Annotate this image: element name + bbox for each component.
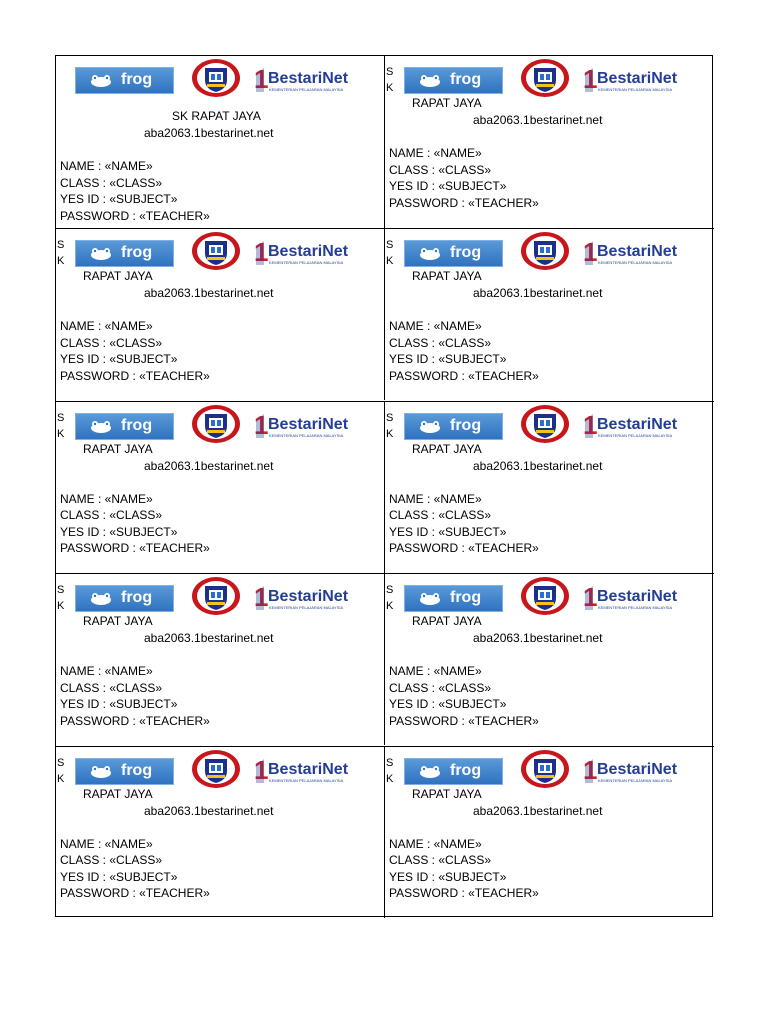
password-field: PASSWORD : «TEACHER» <box>60 541 210 556</box>
login-fields <box>60 158 210 224</box>
bestarinet-prefix: 1 <box>254 582 269 613</box>
frog-logo-text: frog <box>121 416 153 434</box>
frog-logo <box>75 413 174 440</box>
frog-logo <box>404 413 503 440</box>
school-badge-icon <box>191 231 241 271</box>
class-field: CLASS : «CLASS» <box>389 853 492 868</box>
yes-id-field: YES ID : «SUBJECT» <box>389 352 507 367</box>
bestarinet-logo <box>583 755 693 789</box>
name-field: NAME : «NAME» <box>389 664 482 679</box>
school-name: RAPAT JAYA <box>412 786 482 801</box>
label-card <box>385 56 714 228</box>
school-badge-icon <box>520 58 570 98</box>
frog-logo <box>75 758 174 785</box>
class-field: CLASS : «CLASS» <box>60 335 163 350</box>
name-field: NAME : «NAME» <box>60 836 153 851</box>
frog-logo-text: frog <box>450 244 482 262</box>
class-field: CLASS : «CLASS» <box>389 680 492 695</box>
portal-url: aba2063.1bestarinet.net <box>144 286 274 301</box>
label-card <box>385 746 714 918</box>
frog-logo <box>75 585 174 612</box>
label-card <box>385 401 714 573</box>
yes-id-field: YES ID : «SUBJECT» <box>389 697 507 712</box>
password-field: PASSWORD : «TEACHER» <box>389 713 539 728</box>
sk-letters: S K <box>386 756 394 785</box>
bestarinet-logo-text: BestariNet <box>268 243 349 261</box>
bestarinet-prefix: 1 <box>254 409 269 440</box>
frog-icon <box>419 421 441 433</box>
school-name: RAPAT JAYA <box>412 269 482 284</box>
frog-icon <box>90 75 112 87</box>
name-field: NAME : «NAME» <box>389 836 482 851</box>
frog-icon <box>419 593 441 605</box>
frog-icon <box>419 75 441 87</box>
frog-logo-text: frog <box>450 761 482 779</box>
frog-logo <box>404 758 503 785</box>
bestarinet-logo <box>583 64 693 98</box>
school-name: RAPAT JAYA <box>412 441 482 456</box>
label-sheet <box>55 55 713 917</box>
portal-url: aba2063.1bestarinet.net <box>144 631 274 646</box>
sk-letters: S K <box>57 584 65 613</box>
name-field: NAME : «NAME» <box>60 159 153 173</box>
yes-id-field: YES ID : «SUBJECT» <box>389 179 507 193</box>
login-fields <box>389 663 539 729</box>
portal-url: aba2063.1bestarinet.net <box>144 458 274 473</box>
password-field: PASSWORD : «TEACHER» <box>60 208 210 223</box>
password-field: PASSWORD : «TEACHER» <box>389 541 539 556</box>
bestarinet-prefix: 1 <box>583 754 598 785</box>
school-badge-icon <box>191 404 241 444</box>
label-card <box>56 401 385 573</box>
bestarinet-tagline: KEMENTERIAN PELAJARAN MALAYSIA <box>269 777 344 783</box>
bestarinet-logo <box>583 582 693 616</box>
bestarinet-tagline: KEMENTERIAN PELAJARAN MALAYSIA <box>598 777 673 783</box>
bestarinet-prefix: 1 <box>254 64 269 94</box>
yes-id-field: YES ID : «SUBJECT» <box>389 524 507 539</box>
bestarinet-logo-text: BestariNet <box>597 415 678 433</box>
login-fields <box>389 491 539 557</box>
sk-letters: S K <box>57 756 65 785</box>
frog-logo-text: frog <box>450 589 482 607</box>
frog-logo-text: frog <box>450 71 482 88</box>
bestarinet-logo-text: BestariNet <box>268 588 349 606</box>
password-field: PASSWORD : «TEACHER» <box>60 713 210 728</box>
login-fields <box>60 663 210 729</box>
bestarinet-tagline: KEMENTERIAN PELAJARAN MALAYSIA <box>269 432 344 438</box>
label-card <box>385 573 714 745</box>
school-name: RAPAT JAYA <box>83 614 153 629</box>
frog-icon <box>90 421 112 433</box>
class-field: CLASS : «CLASS» <box>60 680 163 695</box>
portal-url: aba2063.1bestarinet.net <box>144 803 274 818</box>
frog-logo <box>75 67 174 94</box>
portal-url: aba2063.1bestarinet.net <box>473 631 603 646</box>
school-badge-icon <box>520 749 570 789</box>
frog-logo <box>404 67 503 94</box>
bestarinet-logo-text: BestariNet <box>597 588 678 606</box>
label-card <box>385 228 714 400</box>
yes-id-field: YES ID : «SUBJECT» <box>60 697 178 712</box>
portal-url: aba2063.1bestarinet.net <box>473 458 603 473</box>
school-name: RAPAT JAYA <box>412 614 482 629</box>
password-field: PASSWORD : «TEACHER» <box>389 368 539 383</box>
login-fields <box>389 836 539 902</box>
frog-logo <box>75 240 174 267</box>
frog-logo-text: frog <box>121 761 153 779</box>
bestarinet-logo <box>254 582 364 616</box>
school-badge-icon <box>520 231 570 271</box>
password-field: PASSWORD : «TEACHER» <box>60 368 210 383</box>
name-field: NAME : «NAME» <box>60 491 153 506</box>
login-fields <box>389 318 539 384</box>
school-badge-icon <box>191 576 241 616</box>
bestarinet-logo <box>583 237 693 271</box>
login-fields <box>60 836 210 902</box>
name-field: NAME : «NAME» <box>389 491 482 506</box>
bestarinet-tagline: KEMENTERIAN PELAJARAN MALAYSIA <box>598 87 673 92</box>
bestarinet-prefix: 1 <box>583 64 598 94</box>
frog-icon <box>90 593 112 605</box>
bestarinet-tagline: KEMENTERIAN PELAJARAN MALAYSIA <box>269 260 344 266</box>
school-badge-icon <box>520 576 570 616</box>
bestarinet-prefix: 1 <box>583 582 598 613</box>
bestarinet-logo-text: BestariNet <box>597 70 678 87</box>
yes-id-field: YES ID : «SUBJECT» <box>60 192 178 206</box>
bestarinet-logo <box>583 410 693 444</box>
class-field: CLASS : «CLASS» <box>60 853 163 868</box>
sk-letters: S K <box>386 584 394 613</box>
yes-id-field: YES ID : «SUBJECT» <box>60 869 178 884</box>
bestarinet-logo-text: BestariNet <box>597 760 678 778</box>
yes-id-field: YES ID : «SUBJECT» <box>60 352 178 367</box>
portal-url: aba2063.1bestarinet.net <box>473 113 603 127</box>
frog-logo <box>404 585 503 612</box>
bestarinet-tagline: KEMENTERIAN PELAJARAN MALAYSIA <box>598 432 673 438</box>
login-fields <box>60 491 210 557</box>
bestarinet-prefix: 1 <box>583 409 598 440</box>
frog-logo <box>404 240 503 267</box>
name-field: NAME : «NAME» <box>389 319 482 334</box>
login-fields <box>60 318 210 384</box>
bestarinet-tagline: KEMENTERIAN PELAJARAN MALAYSIA <box>269 87 344 92</box>
name-field: NAME : «NAME» <box>60 319 153 334</box>
school-name: RAPAT JAYA <box>412 96 482 110</box>
bestarinet-prefix: 1 <box>254 754 269 785</box>
frog-logo-text: frog <box>121 71 153 88</box>
frog-icon <box>419 248 441 260</box>
class-field: CLASS : «CLASS» <box>389 335 492 350</box>
school-badge-icon <box>191 58 241 98</box>
sk-letters: S K <box>386 239 394 268</box>
yes-id-field: YES ID : «SUBJECT» <box>389 869 507 884</box>
login-fields <box>389 145 539 211</box>
bestarinet-logo <box>254 237 364 271</box>
password-field: PASSWORD : «TEACHER» <box>389 886 539 901</box>
sk-letters: S K <box>386 411 394 440</box>
class-field: CLASS : «CLASS» <box>389 508 492 523</box>
frog-logo-text: frog <box>450 416 482 434</box>
frog-logo-text: frog <box>121 244 153 262</box>
label-card <box>56 746 385 918</box>
label-card <box>56 56 385 228</box>
sk-letters: S K <box>386 66 394 94</box>
label-card <box>56 228 385 400</box>
label-card <box>56 573 385 745</box>
sk-letters: S K <box>57 411 65 440</box>
class-field: CLASS : «CLASS» <box>60 508 163 523</box>
password-field: PASSWORD : «TEACHER» <box>389 195 539 210</box>
name-field: NAME : «NAME» <box>60 664 153 679</box>
portal-url: aba2063.1bestarinet.net <box>144 126 274 140</box>
portal-url: aba2063.1bestarinet.net <box>473 286 603 301</box>
name-field: NAME : «NAME» <box>389 146 482 160</box>
frog-icon <box>90 248 112 260</box>
frog-logo-text: frog <box>121 589 153 607</box>
bestarinet-logo <box>254 64 364 98</box>
password-field: PASSWORD : «TEACHER» <box>60 886 210 901</box>
class-field: CLASS : «CLASS» <box>60 175 163 190</box>
bestarinet-prefix: 1 <box>254 237 269 268</box>
school-name: RAPAT JAYA <box>83 441 153 456</box>
frog-icon <box>90 766 112 778</box>
school-badge-icon <box>520 404 570 444</box>
bestarinet-logo-text: BestariNet <box>268 70 349 87</box>
school-name: RAPAT JAYA <box>83 786 153 801</box>
frog-icon <box>419 766 441 778</box>
bestarinet-logo-text: BestariNet <box>597 243 678 261</box>
school-name: RAPAT JAYA <box>83 269 153 284</box>
bestarinet-tagline: KEMENTERIAN PELAJARAN MALAYSIA <box>269 605 344 611</box>
sk-letters: S K <box>57 239 65 268</box>
bestarinet-prefix: 1 <box>583 237 598 268</box>
bestarinet-logo <box>254 410 364 444</box>
yes-id-field: YES ID : «SUBJECT» <box>60 524 178 539</box>
bestarinet-tagline: KEMENTERIAN PELAJARAN MALAYSIA <box>598 605 673 611</box>
bestarinet-logo-text: BestariNet <box>268 415 349 433</box>
bestarinet-tagline: KEMENTERIAN PELAJARAN MALAYSIA <box>598 260 673 266</box>
school-name: SK RAPAT JAYA <box>172 109 261 123</box>
portal-url: aba2063.1bestarinet.net <box>473 803 603 818</box>
bestarinet-logo <box>254 755 364 789</box>
school-badge-icon <box>191 749 241 789</box>
class-field: CLASS : «CLASS» <box>389 162 492 177</box>
bestarinet-logo-text: BestariNet <box>268 760 349 778</box>
